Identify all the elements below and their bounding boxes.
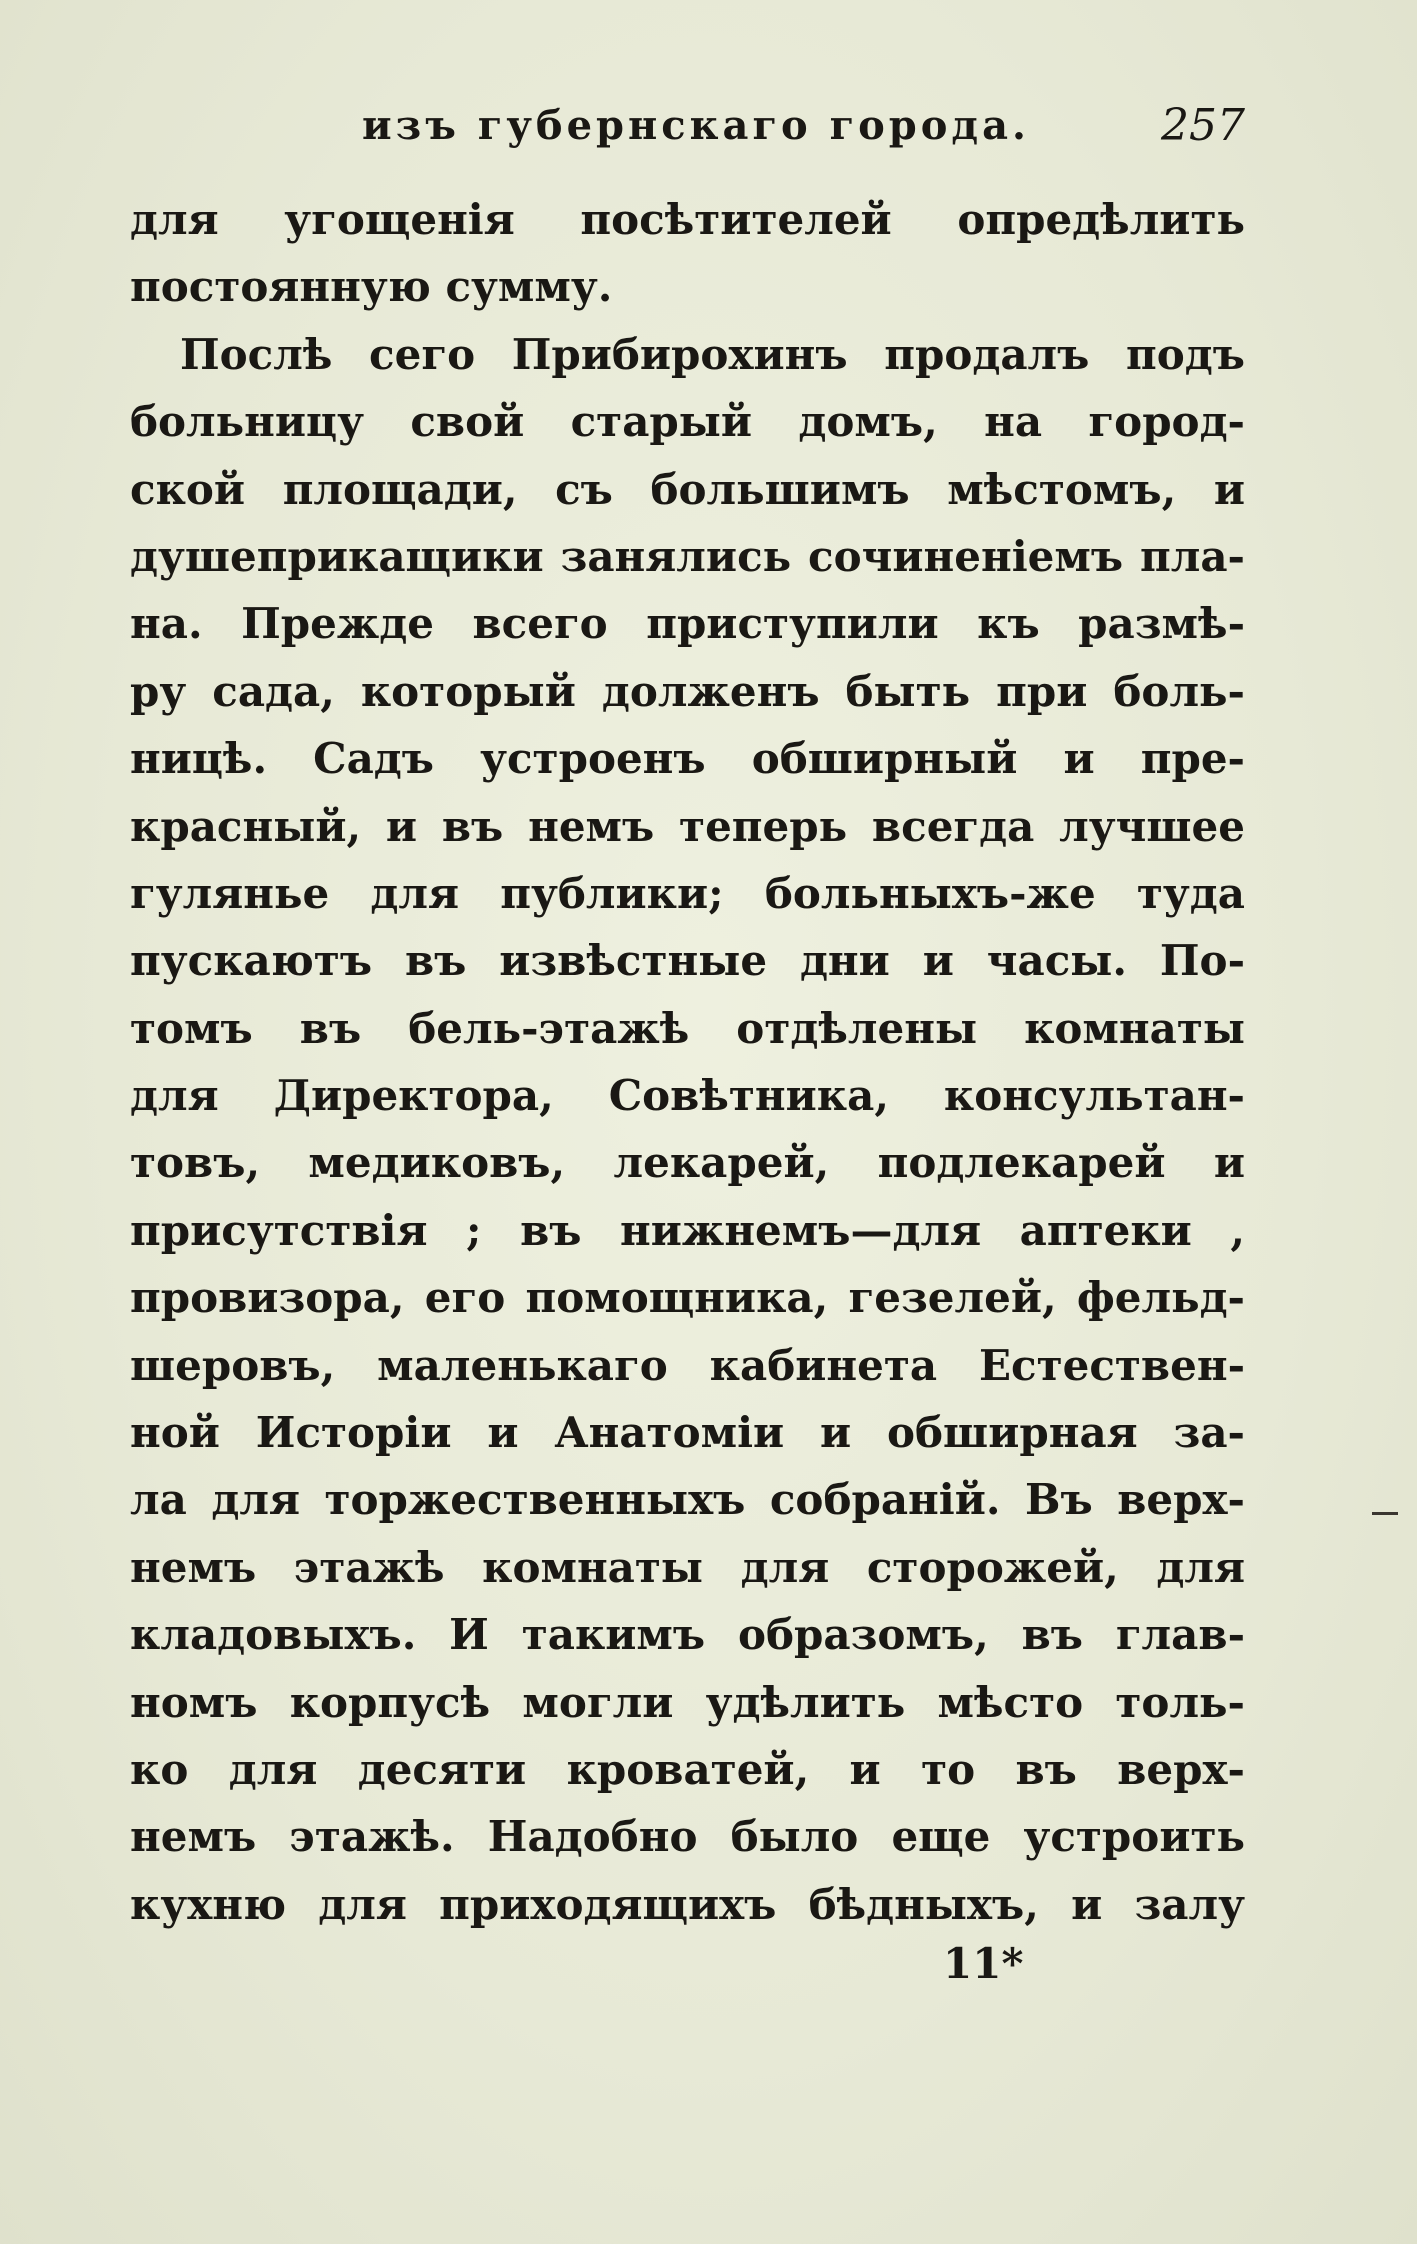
text-line: кладовыхъ. И такимъ образомъ, въ глав- [130, 1610, 1245, 1660]
text-line: больницу свой старый домъ, на город- [130, 397, 1245, 447]
text-line: немъ этажѣ. Надобно было еще устроить [130, 1812, 1245, 1862]
text-line: на. Прежде всего приступили къ размѣ- [130, 599, 1245, 649]
text-line: ной Исторіи и Анатоміи и обширная за- [130, 1408, 1245, 1458]
margin-mark [1372, 1512, 1398, 1515]
text-line: ру сада, который долженъ быть при боль- [130, 666, 1245, 716]
text-line: кухню для приходящихъ бѣдныхъ, и залу [130, 1879, 1245, 1929]
text-line: для Директора, Совѣтника, консультан- [130, 1071, 1245, 1121]
text-line: товъ, медиковъ, лекарей, подлекарей и [130, 1138, 1245, 1188]
text-line: ко для десяти кроватей, и то въ верх- [130, 1744, 1245, 1794]
text-line: ницѣ. Садъ устроенъ обширный и пре- [130, 734, 1245, 784]
running-title: изъ губернскаго города. [362, 102, 1030, 149]
text-line: пускаютъ въ извѣстные дни и часы. По- [130, 936, 1245, 986]
text-line: шеровъ, маленькаго кабинета Естествен- [130, 1340, 1245, 1390]
text-line: ской площади, съ большимъ мѣстомъ, и [130, 464, 1245, 514]
text-line: присутствія ; въ нижнемъ—для аптеки , [130, 1205, 1245, 1255]
text-line: постоянную сумму. [130, 262, 613, 312]
text-line: ла для торжественныхъ собраній. Въ верх- [130, 1475, 1245, 1525]
text-line: Послѣ сего Прибирохинъ продалъ подъ [180, 329, 1245, 379]
body-text [130, 186, 1245, 1938]
text-line: немъ этажѣ комнаты для сторожей, для [130, 1542, 1245, 1592]
text-line: номъ корпусѣ могли удѣлить мѣсто толь- [130, 1677, 1245, 1727]
text-line: томъ въ бель-этажѣ отдѣлены комнаты [130, 1003, 1245, 1053]
text-line: для угощенія посѣтителей опредѣлить [130, 195, 1245, 244]
text-line: красный, и въ немъ теперь всегда лучшее [130, 801, 1245, 851]
text-line: гулянье для публики; больныхъ-же туда [130, 868, 1245, 918]
signature-mark: 11* [943, 1939, 1024, 1988]
text-line: провизора, его помощника, гезелей, фельд- [130, 1273, 1245, 1323]
page-number: 257 [1161, 100, 1245, 151]
page-header [130, 96, 1245, 156]
text-line: душеприкащики занялись сочиненіемъ пла- [130, 531, 1245, 581]
